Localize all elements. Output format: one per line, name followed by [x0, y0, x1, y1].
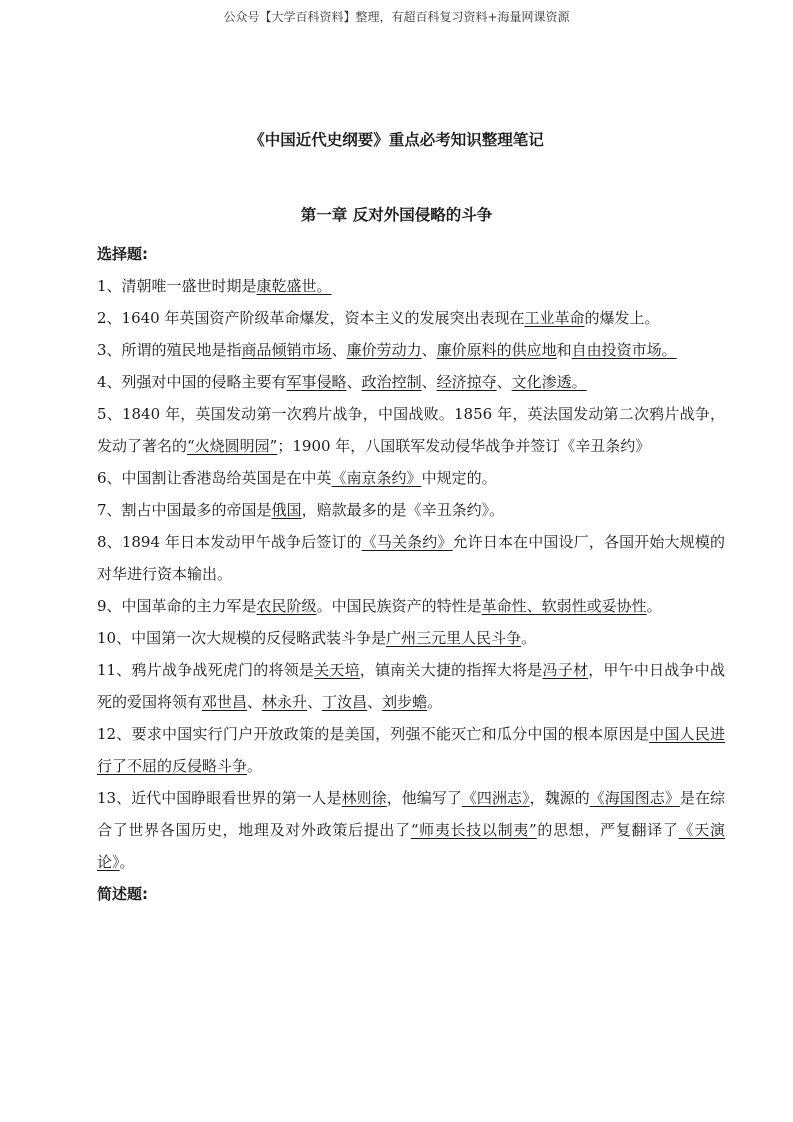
- question-text: 。: [521, 629, 537, 647]
- question-text: 2、1640 年英国资产阶级革命爆发，资本主义的发展突出表现在: [97, 309, 525, 327]
- answer-underlined: 关天培: [314, 661, 360, 679]
- question-text: ，甲午中日战争中战死的爱国将领有: [97, 661, 725, 711]
- question-text: 11、鸦片战争战死虎门的将领是: [97, 661, 315, 679]
- question-text: 。: [119, 853, 135, 871]
- section-label-choice: 选择题:: [97, 245, 148, 263]
- question-text: 、: [367, 693, 383, 711]
- question-text: ，魏源的: [529, 789, 590, 807]
- page-header: 公众号【大学百科资料】整理，有超百科复习资料+海量网课资源: [223, 10, 570, 24]
- question-text: 。: [427, 693, 443, 711]
- question-text: ；1900 年，八国联军发动侵华战争并签订《辛丑条约》: [277, 437, 651, 455]
- answer-underlined: 文化渗透。: [511, 373, 587, 391]
- question-item: [97, 462, 725, 494]
- question-text: ，他编写了: [386, 789, 462, 807]
- question-text: ，赔款最多的是《辛丑条约》。: [301, 501, 505, 519]
- question-text: 。: [646, 597, 662, 615]
- question-text: 是在综合了世界各国历史，地理及对外政策后提出了: [97, 789, 725, 839]
- question-text: 、: [331, 341, 347, 359]
- answer-underlined: 军事侵略: [286, 373, 347, 391]
- question-text: 8、1894 年日本发动甲午战争后签订的: [97, 533, 362, 551]
- answer-underlined: 《马关条约》: [361, 533, 453, 551]
- question-text: 、: [421, 341, 437, 359]
- question-text: 。中国民族资产的特性是: [316, 597, 482, 615]
- answer-underlined: 工业革命: [524, 309, 585, 327]
- question-item: [97, 622, 725, 654]
- question-text: 和: [556, 341, 572, 359]
- question-item: [97, 334, 725, 366]
- question-item: [97, 494, 725, 526]
- answer-underlined: 革命性、软弱性或妥协性: [481, 597, 647, 615]
- question-item: [97, 398, 725, 462]
- answer-underlined: 林则徐: [341, 789, 387, 807]
- question-text: 3、所谓的殖民地是指: [97, 341, 242, 359]
- answer-underlined: 政治控制: [361, 373, 422, 391]
- question-text: 6、中国割让香港岛给英国是在中英: [97, 469, 332, 487]
- question-list: [97, 270, 725, 878]
- answer-underlined: “火烧圆明园”: [187, 437, 278, 455]
- answer-underlined: 自由投资市场。: [571, 341, 677, 359]
- section-label-short-answer: 简述题:: [97, 885, 148, 903]
- answer-underlined: 《天演论》: [97, 821, 725, 871]
- question-item: [97, 654, 725, 718]
- question-item: [97, 526, 725, 590]
- question-text: 的爆发上。: [584, 309, 660, 327]
- answer-underlined: 广州三元里人民斗争: [386, 629, 522, 647]
- question-text: 5、1840 年，英国发动第一次鸦片战争，中国战败。1856 年，英法国发动第二次鸦片战争，发动了著名的: [97, 405, 725, 455]
- question-text: 4、列强对中国的侵略主要有: [97, 373, 287, 391]
- question-text: 13、近代中国睁眼看世界的第一人是: [97, 789, 342, 807]
- answer-underlined: 冯子材: [542, 661, 589, 679]
- answer-underlined: 《南京条约》: [331, 469, 422, 487]
- document-title: 《中国近代史纲要》重点必考知识整理笔记: [249, 131, 544, 149]
- question-text: 、: [496, 373, 512, 391]
- answer-underlined: 康乾盛世。: [256, 277, 332, 295]
- answer-underlined: 廉价劳动力: [346, 341, 422, 359]
- answer-underlined: 《四洲志》: [461, 789, 530, 807]
- answer-underlined: 经济掠夺: [436, 373, 497, 391]
- question-text: 中规定的。: [421, 469, 497, 487]
- question-text: 、: [307, 693, 323, 711]
- question-text: 允许日本在中国设厂，各国开始大规模的对华进行资本输出。: [97, 533, 725, 583]
- question-text: ，镇南关大捷的指挥大将是: [359, 661, 543, 679]
- question-text: 1、清朝唯一盛世时期是: [97, 277, 257, 295]
- question-item: [97, 782, 725, 878]
- answer-underlined: 商品倾销市场: [241, 341, 332, 359]
- question-text: 、: [421, 373, 437, 391]
- question-item: [97, 270, 725, 302]
- answer-underlined: 丁汝昌: [322, 693, 368, 711]
- question-text: 12、要求中国实行门户开放政策的是美国，列强不能灭亡和瓜分中国的根本原因是: [97, 725, 650, 743]
- answer-underlined: 农民阶级: [256, 597, 317, 615]
- question-item: [97, 302, 725, 334]
- chapter-title: 第一章 反对外国侵略的斗争: [300, 206, 493, 224]
- question-item: [97, 718, 725, 782]
- question-item: [97, 590, 725, 622]
- document-body: [97, 238, 725, 910]
- answer-underlined: 廉价原料的供应地: [436, 341, 557, 359]
- question-text: 9、中国革命的主力军是: [97, 597, 257, 615]
- question-text: 10、中国第一次大规模的反侵略武装斗争是: [97, 629, 387, 647]
- question-text: 7、割占中国最多的帝国是: [97, 501, 272, 519]
- answer-underlined: 刘步蟾: [382, 693, 428, 711]
- question-item: [97, 366, 725, 398]
- answer-underlined: 邓世昌: [202, 693, 248, 711]
- answer-underlined: 中国人民进行了不屈的反侵略斗争: [97, 725, 725, 775]
- answer-underlined: “师夷长技以制夷”: [410, 821, 537, 839]
- question-text: 。: [247, 757, 263, 775]
- answer-underlined: 《海国图志》: [589, 789, 680, 807]
- question-text: 的思想，严复翻译了: [536, 821, 679, 839]
- answer-underlined: 俄国: [271, 501, 302, 519]
- answer-underlined: 林永升: [262, 693, 308, 711]
- question-text: 、: [247, 693, 263, 711]
- question-text: 、: [346, 373, 362, 391]
